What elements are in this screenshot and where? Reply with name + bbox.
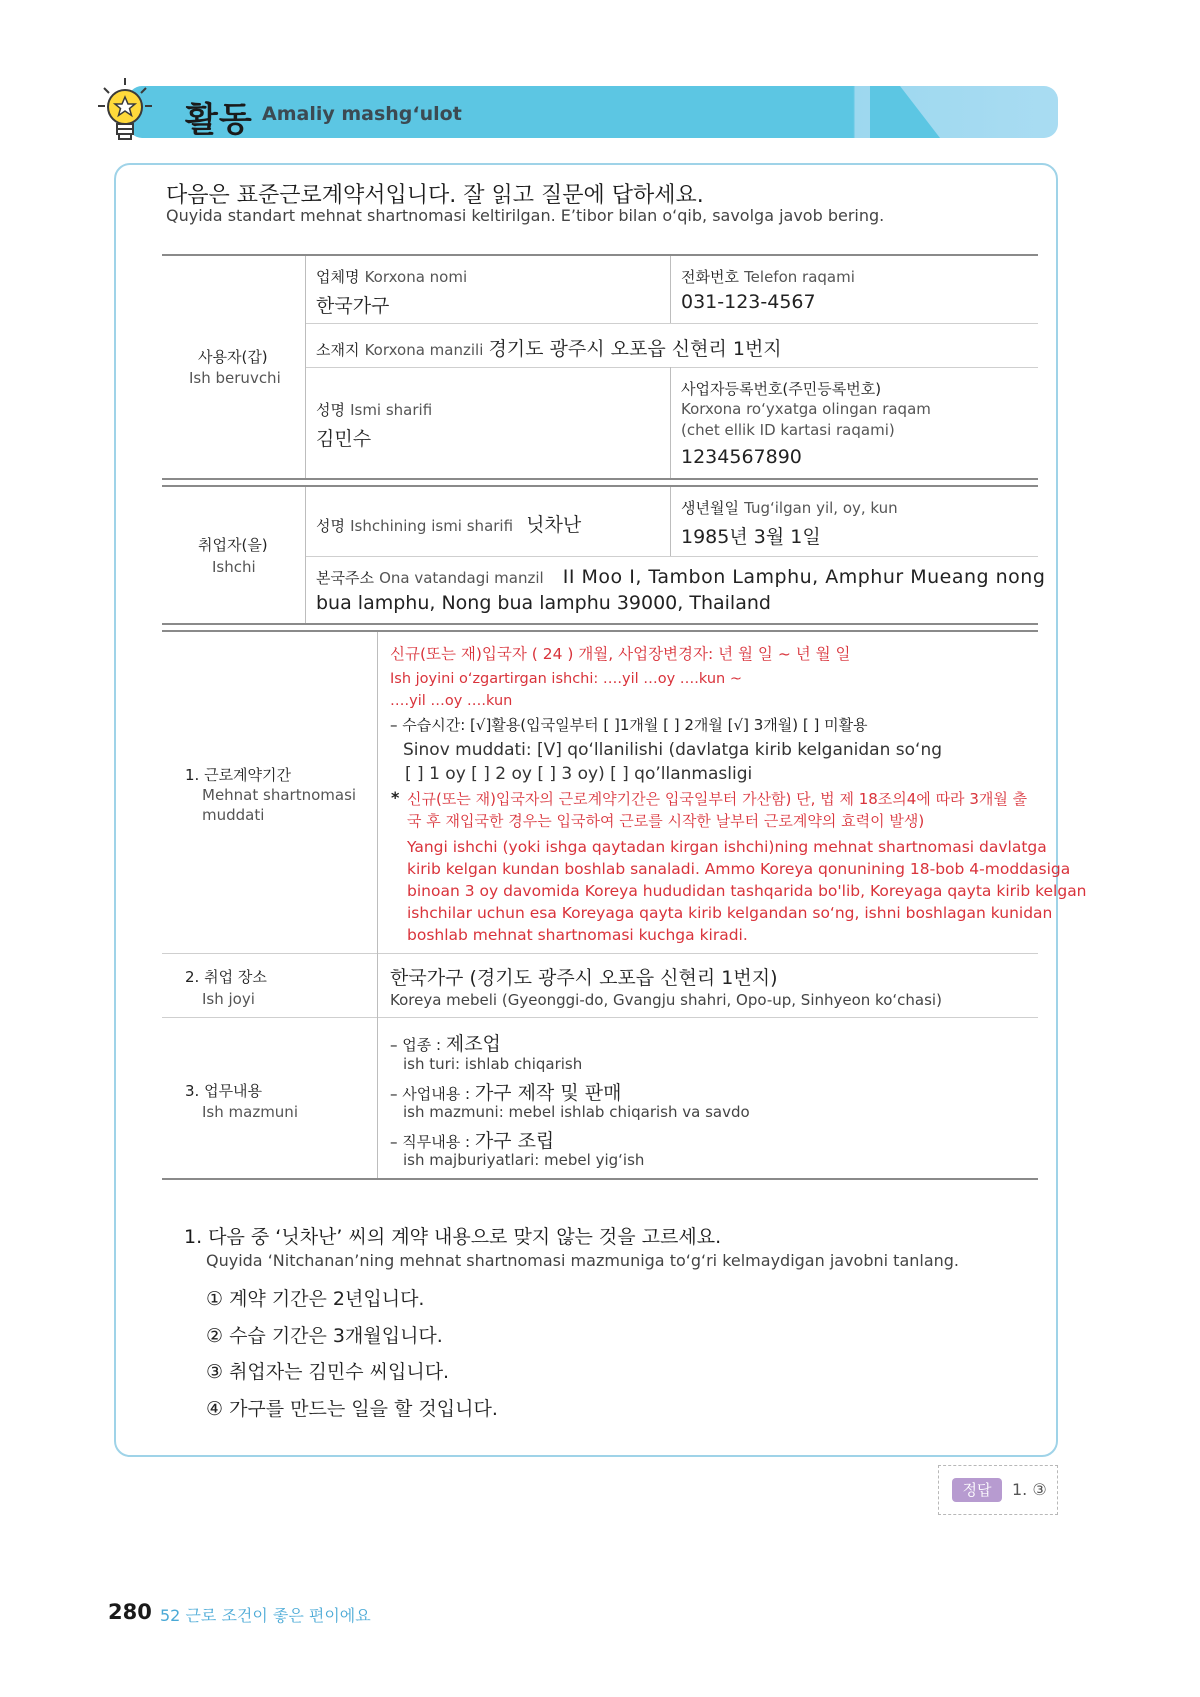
phone-label: 전화번호 Telefon raqami	[681, 268, 855, 286]
birth-value: 1985년 3월 1일	[681, 526, 821, 548]
probation-line-uz: Sinov muddati: [V] qo‘llanilishi (davlatga kirib kelganidan so‘ng	[403, 740, 943, 760]
option-2[interactable]: ② 수습 기간은 3개월입니다.	[206, 1325, 443, 1347]
note-uz-2: kirib kelgan kundan boshlab sanaladi. Ammo Koreya qonunining 18-bob 4-moddasiga	[407, 860, 1071, 878]
section-title: 활동	[185, 100, 253, 140]
divider	[162, 485, 1038, 487]
duties-label-uz: Ish mazmuni	[202, 1103, 298, 1121]
divider	[670, 367, 671, 478]
home-address-line2: bua lamphu, Nong bua lamphu 39000, Thailand	[316, 592, 771, 614]
address-value: 경기도 광주시 오포읍 신현리 1번지	[488, 338, 782, 360]
option-3[interactable]: ③ 취업자는 김민수 씨입니다.	[206, 1361, 450, 1383]
page-number: 280	[108, 1600, 152, 1624]
option-1[interactable]: ① 계약 기간은 2년입니다.	[206, 1288, 425, 1310]
note-ko-1: 신규(또는 재)입국자의 근로계약기간은 입국일부터 가산함) 단, 법 제 18조의4에 따라 3개월 출	[407, 790, 1028, 808]
divider	[162, 478, 1038, 480]
divider	[162, 1017, 1038, 1018]
table-top-border	[162, 254, 1038, 256]
period-label-uz-2: muddati	[202, 806, 265, 824]
place-value-ko: 한국가구 (경기도 광주시 오포읍 신현리 1번지)	[390, 967, 778, 989]
note-uz-4: ishchilar uchun esa Koreyaga qayta kirib kelgandan so‘ng, ishni boshlagan kunidan	[407, 904, 1053, 922]
chapter-title: 52 근로 조건이 좋은 편이에요	[160, 1606, 371, 1625]
home-address-line1: II Moo I, Tambon Lamphu, Amphur Mueang nong	[562, 566, 1046, 588]
note-uz-3: binoan 3 oy davomida Koreya hududidan tashqarida bo'lib, Koreyaga qayta kirib kelgan	[407, 882, 1087, 900]
probation-options-uz: [ ] 1 oy [ ] 2 oy [ ] 3 oy) [ ] qo’llanmasligi	[405, 764, 753, 784]
worker-name-row: 성명 Ishchining ismi sharifi 닛차난	[316, 514, 582, 536]
banner-decoration	[870, 86, 1058, 138]
employer-label-ko: 사용자(갑)	[198, 348, 268, 366]
asterisk-icon: *	[391, 788, 400, 807]
instruction-uz: Quyida standart mehnat shartnomasi keltirilgan. E’tibor bilan o‘qib, savolga javob bering.	[166, 206, 885, 225]
table-bottom-border	[162, 1178, 1038, 1180]
reg-label-ko: 사업자등록번호(주민등록번호)	[681, 380, 882, 398]
period-label-ko: 1. 근로계약기간	[185, 766, 292, 784]
period-line2: Ish joyini o‘zgartirgan ishchi: ….yil …oy ….kun ~	[390, 671, 742, 687]
worker-label-uz: Ishchi	[212, 558, 256, 576]
duties-label-ko: 3. 업무내용	[185, 1082, 263, 1100]
business-uz: ish mazmuni: mebel ishlab chiqarish va savdo	[403, 1103, 750, 1121]
option-4[interactable]: ④ 가구를 만드는 일을 할 것입니다.	[206, 1398, 498, 1420]
answer-value: 1. ③	[1012, 1480, 1047, 1499]
reg-value: 1234567890	[681, 446, 802, 468]
job-uz: ish majburiyatlari: mebel yig‘ish	[403, 1151, 645, 1169]
divider	[305, 256, 306, 478]
birth-label: 생년월일 Tug‘ilgan yil, oy, kun	[681, 499, 898, 517]
reg-label-uz: Korxona ro‘yxatga olingan raqam	[681, 400, 931, 418]
place-label-ko: 2. 취업 장소	[185, 968, 267, 986]
divider	[162, 630, 1038, 632]
question-ko: 1. 다음 중 ‘닛차난’ 씨의 계약 내용으로 맞지 않는 것을 고르세요.	[184, 1226, 722, 1248]
period-line1: 신규(또는 재)입국자 ( 24 ) 개월, 사업장변경자: 년 월 일 ~ 년 월 일	[390, 645, 851, 663]
company-label: 업체명 Korxona nomi	[316, 268, 468, 286]
place-label-uz: Ish joyi	[202, 990, 255, 1008]
job-row: – 직무내용 : 가구 조립	[390, 1130, 555, 1152]
divider	[305, 367, 1038, 368]
note-uz-1: Yangi ishchi (yoki ishga qaytadan kirgan ishchi)ning mehnat shartnomasi davlatga	[407, 838, 1047, 856]
divider	[305, 323, 1038, 324]
worker-label-ko: 취업자(을)	[198, 536, 268, 554]
industry-row: – 업종 : 제조업	[390, 1033, 501, 1055]
divider	[305, 487, 306, 623]
divider	[670, 256, 671, 323]
employer-name: 김민수	[316, 428, 372, 450]
lightbulb-star-icon	[96, 76, 154, 142]
divider	[377, 632, 378, 1178]
divider	[670, 487, 671, 556]
divider	[162, 623, 1038, 625]
note-uz-5: boshlab mehnat shartnomasi kuchga kiradi.	[407, 926, 748, 944]
place-value-uz: Koreya mebeli (Gyeonggi-do, Gvangju shahri, Opo-up, Sinhyeon ko‘chasi)	[390, 991, 942, 1009]
worker-name: 닛차난	[526, 514, 582, 536]
company-name: 한국가구	[316, 295, 390, 317]
period-label-uz: Mehnat shartnomasi	[202, 786, 357, 804]
address-row: 소재지 Korxona manzili 경기도 광주시 오포읍 신현리 1번지	[316, 338, 782, 360]
industry-uz: ish turi: ishlab chiqarish	[403, 1055, 583, 1073]
phone-value: 031-123-4567	[681, 291, 816, 313]
reg-label-uz-2: (chet ellik ID kartasi raqami)	[681, 421, 895, 439]
home-address-row: 본국주소 Ona vatandagi manzil II Moo I, Tambon Lamphu, Amphur Mueang nong	[316, 566, 1046, 588]
question-uz: Quyida ‘Nitchanan’ning mehnat shartnomasi mazmuniga to‘g‘ri kelmaydigan javobni tanlang.	[206, 1251, 960, 1270]
section-subtitle: Amaliy mashg‘ulot	[262, 103, 462, 125]
note-ko-2: 국 후 재입국한 경우는 입국하여 근로를 시작한 날부터 근로계약의 효력이 발생)	[407, 812, 925, 830]
instruction-ko: 다음은 표준근로계약서입니다. 잘 읽고 질문에 답하세요.	[166, 183, 704, 208]
business-row: – 사업내용 : 가구 제작 및 판매	[390, 1082, 622, 1104]
divider	[162, 953, 1038, 954]
employer-label-uz: Ish beruvchi	[189, 369, 281, 387]
answer-badge: 정답	[952, 1478, 1002, 1502]
probation-line-ko: – 수습시간: [√]활용(입국일부터 [ ]1개월 [ ] 2개월 [√] 3개월) [ ] 미활용	[390, 716, 868, 734]
period-line3: ….yil …oy ….kun	[390, 693, 513, 709]
divider	[305, 556, 1038, 557]
employer-name-label: 성명 Ismi sharifi	[316, 401, 433, 419]
